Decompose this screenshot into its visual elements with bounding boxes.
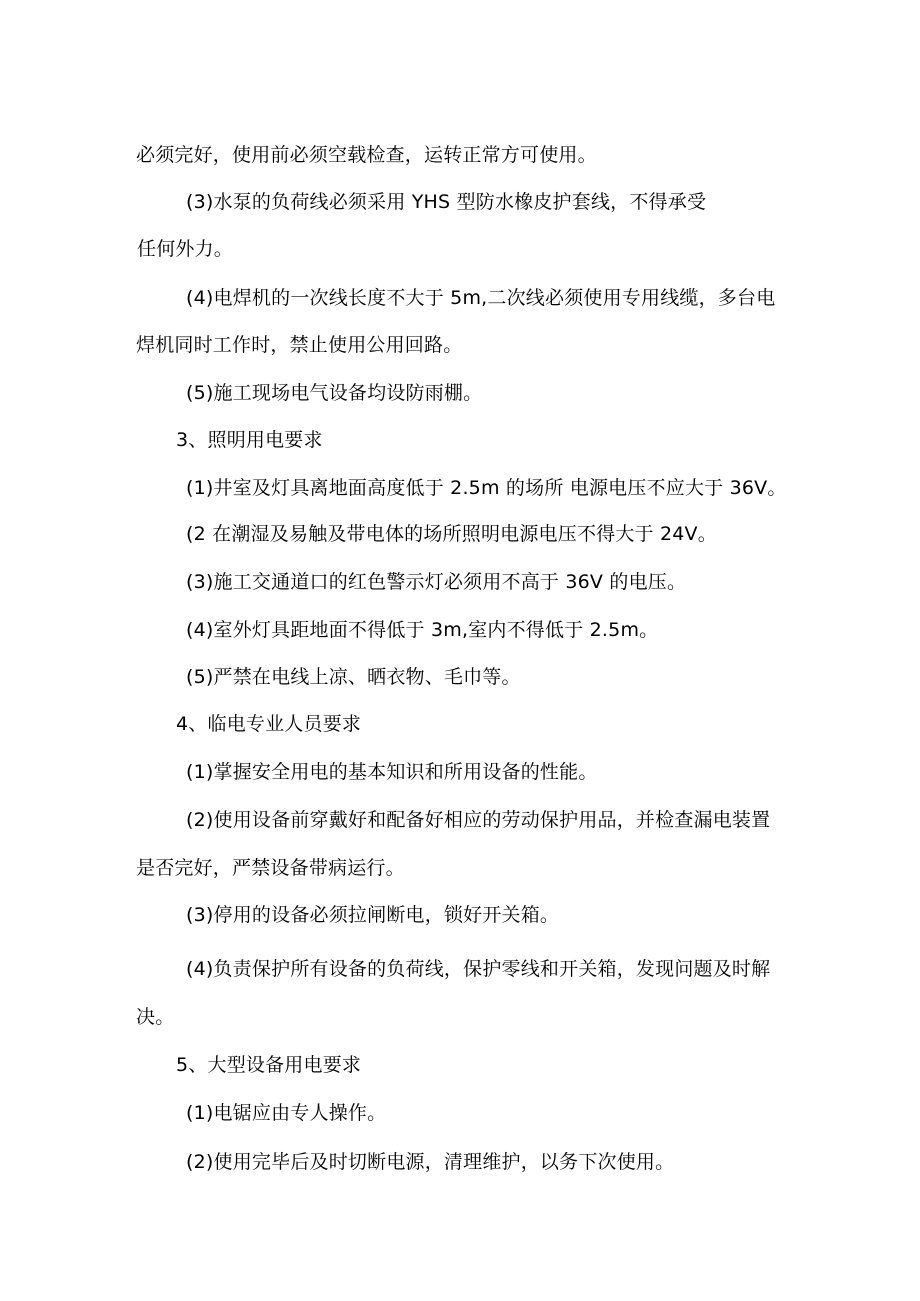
list-item-line: (1)掌握安全用电的基本知识和所用设备的性能。 bbox=[186, 761, 598, 783]
list-item-line: (3)水泵的负荷线必须采用 YHS 型防水橡皮护套线，不得承受 bbox=[186, 191, 707, 213]
list-item-line: (4)负责保护所有设备的负荷线，保护零线和开关箱，发现问题及时解 bbox=[186, 958, 771, 980]
section-heading: 3、照明用电要求 bbox=[176, 429, 323, 451]
list-item-line: (5)施工现场电气设备均设防雨棚。 bbox=[186, 382, 483, 404]
paragraph-line: 是否完好，严禁设备带病运行。 bbox=[136, 857, 405, 879]
list-item-line: (2)使用设备前穿戴好和配备好相应的劳动保护用品，并检查漏电装置 bbox=[186, 809, 771, 831]
section-heading: 5、大型设备用电要求 bbox=[176, 1054, 362, 1076]
list-item-line: (1)电锯应由专人操作。 bbox=[186, 1102, 387, 1124]
list-item-line: (1)井室及灯具离地面高度低于 2.5m 的场所 电源电压不应大于 36V。 bbox=[186, 477, 787, 499]
list-item-line: (5)严禁在电线上凉、晒衣物、毛巾等。 bbox=[186, 666, 521, 688]
paragraph-line: 决。 bbox=[136, 1006, 175, 1028]
list-item-line: (2 在潮湿及易触及带电体的场所照明电源电压不得大于 24V。 bbox=[186, 523, 717, 545]
list-item-line: (3)施工交通道口的红色警示灯必须用不高于 36V 的电压。 bbox=[186, 571, 687, 593]
list-item-line: (4)电焊机的一次线长度不大于 5m,二次线必须使用专用线缆，多台电 bbox=[186, 287, 776, 309]
paragraph-line: 焊机同时工作时，禁止使用公用回路。 bbox=[136, 334, 463, 356]
list-item-line: (3)停用的设备必须拉闸断电，锁好开关箱。 bbox=[186, 904, 560, 926]
list-item-line: (4)室外灯具距地面不得低于 3m,室内不得低于 2.5m。 bbox=[186, 619, 659, 641]
section-heading: 4、临电专业人员要求 bbox=[176, 713, 362, 735]
list-item-line: (2)使用完毕后及时切断电源，清理维护，以务下次使用。 bbox=[186, 1151, 675, 1173]
paragraph-line: 必须完好，使用前必须空载检查，运转正常方可使用。 bbox=[136, 144, 597, 166]
paragraph-line: 任何外力。 bbox=[137, 238, 234, 260]
